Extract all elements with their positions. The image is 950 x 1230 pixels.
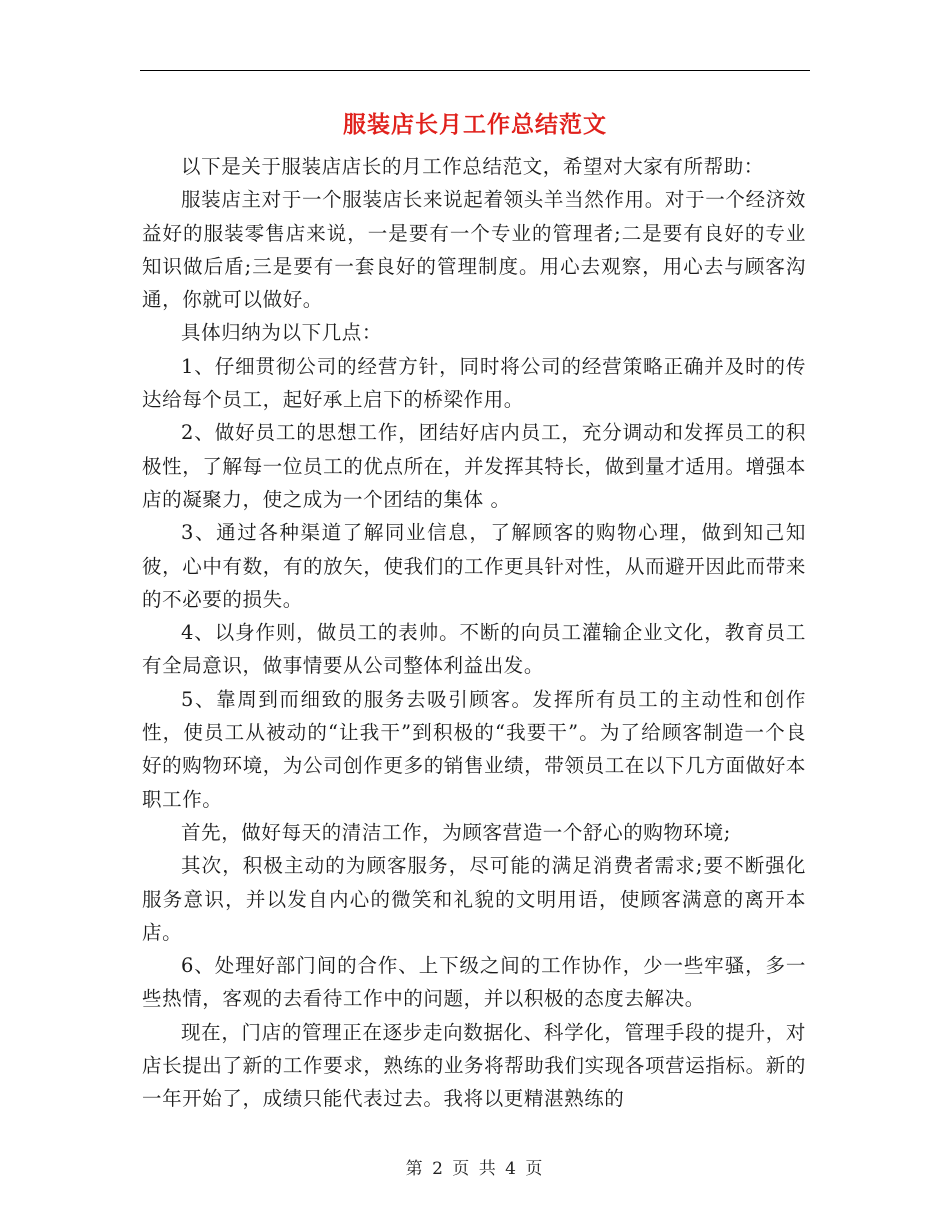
page-number-footer: 第 2 页 共 4 页 xyxy=(405,1159,545,1179)
paragraph-overview: 服装店主对于一个服装店长来说起着领头羊当然作用。对于一个经济效益好的服装零售店来说，一是要有一个专业的管理者;二是要有良好的专业知识做后盾;三是要有一套良好的管理制度。用心去观察，用心去与顾客沟通，你就可以做好。 xyxy=(142,188,806,312)
paragraph-first: 首先，做好每天的清洁工作，为顾客营造一个舒心的购物环境; xyxy=(181,820,731,844)
header-rule xyxy=(140,70,810,71)
paragraph-point-2: 2、做好员工的思想工作，团结好店内员工，充分调动和发挥员工的积极性，了解每一位员工的优点所在，并发挥其特长，做到量才适用。增强本店的凝聚力，使之成为一个团结的集体 。 xyxy=(142,421,806,511)
paragraph-conclusion: 现在，门店的管理正在逐步走向数据化、科学化，管理手段的提升，对店长提出了新的工作要求，熟练的业务将帮助我们实现各项营运指标。新的一年开始了，成绩只能代表过去。我将以更精湛熟练的 xyxy=(142,1020,806,1111)
paragraph-second: 其次，积极主动的为顾客服务，尽可能的满足消费者需求;要不断强化服务意识，并以发自内心的微笑和礼貌的文明用语，使顾客满意的离开本店。 xyxy=(142,854,806,944)
paragraph-summary-heading: 具体归纳为以下几点： xyxy=(181,321,383,345)
paragraph-intro: 以下是关于服装店店长的月工作总结范文，希望对大家有所帮助： xyxy=(181,155,764,178)
document-body xyxy=(142,150,806,1116)
paragraph-point-1: 1、仔细贯彻公司的经营方针，同时将公司的经营策略正确并及时的传达给每个员工，起好承上启下的桥梁作用。 xyxy=(142,354,806,412)
paragraph-point-3: 3、通过各种渠道了解同业信息，了解顾客的购物心理，做到知己知彼，心中有数，有的放矢，使我们的工作更具针对性，从而避开因此而带来的不必要的损失。 xyxy=(142,521,806,611)
document-title: 服装店长月工作总结范文 xyxy=(343,111,607,138)
paragraph-point-6: 6、处理好部门间的合作、上下级之间的工作协作，少一些牢骚，多一些热情，客观的去看待工作中的问题，并以积极的态度去解决。 xyxy=(142,954,806,1011)
paragraph-point-4: 4、以身作则，做员工的表帅。不断的向员工灌输企业文化，教育员工有全局意识，做事情要从公司整体利益出发。 xyxy=(142,621,806,678)
paragraph-point-5: 5、靠周到而细致的服务去吸引顾客。发挥所有员工的主动性和创作性，使员工从被动的“让我干”到积极的“我要干”。为了给顾客制造一个良好的购物环境，为公司创作更多的销售业绩，带领员工在以下几方面做好本职工作。 xyxy=(142,687,806,811)
